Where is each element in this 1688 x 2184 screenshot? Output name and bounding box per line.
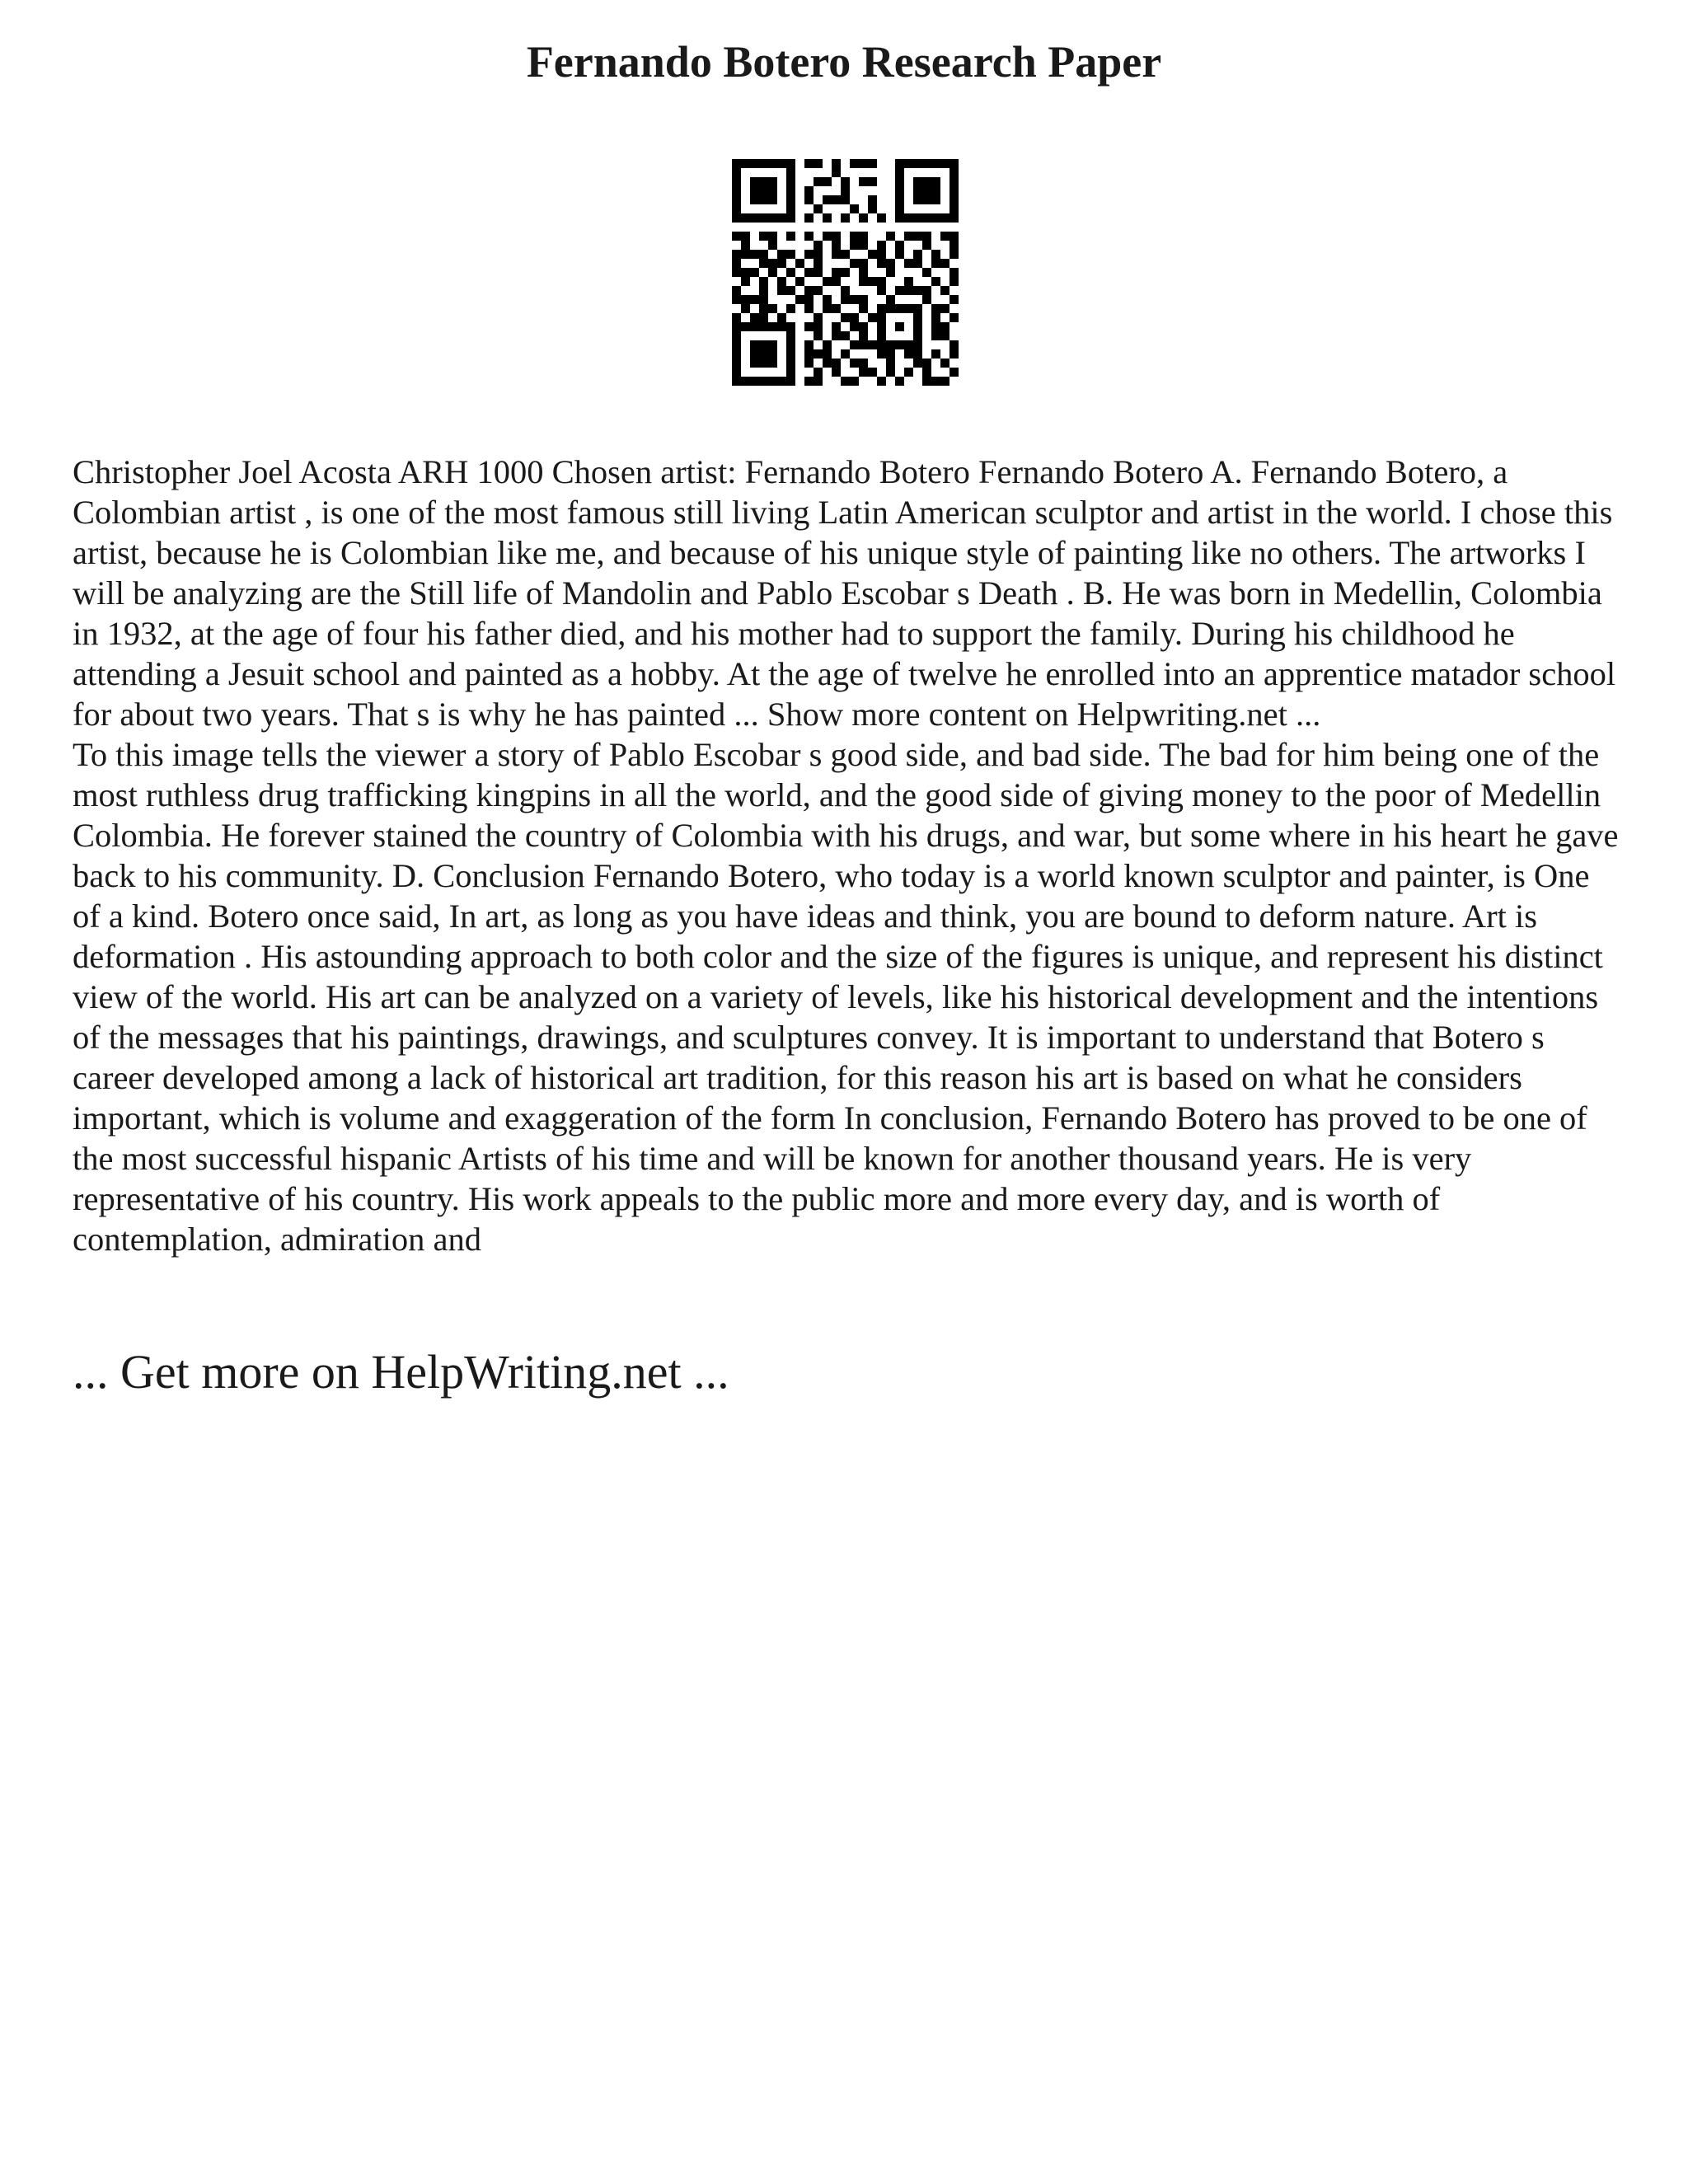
qr-code-icon (732, 159, 959, 386)
paragraph-2: To this image tells the viewer a story of Pablo Escobar s good side, and bad side. The bad for him being one of the most ruthless drug trafficking kingpins in all the world, and the good side of giving money to the poor of Medellin Colombia. He forever stained the country of Colombia with his drugs, and war, but some where in his heart he gave back to his community. D. Conclusion Fernando Botero, who today is a world known sculptor and painter, is One of a kind. Botero once said, In art, as long as you have ideas and think, you are bound to deform nature. Art is deformation . His astounding approach to both color and the size of the figures is unique, and represent his distinct view of the world. His art can be analyzed on a variety of levels, like his historical development and the intentions of the messages that his paintings, drawings, and sculptures convey. It is important to understand that Botero s career developed among a lack of historical art tradition, for this reason his art is based on what he considers important, which is volume and exaggeration of the form In conclusion, Fernando Botero has proved to be one of the most successful hispanic Artists of his time and will be known for another thousand years. He is very representative of his country. His work appeals to the public more and more every day, and is worth of contemplation, admiration and (73, 736, 1619, 1258)
paragraph-1: Christopher Joel Acosta ARH 1000 Chosen artist: Fernando Botero Fernando Botero A. Fernando Botero, a Colombian artist , is one of the most famous still living Latin American sculptor and artist in the world. I chose this artist, because he is Colombian like me, and because of his unique style of painting like no others. The artworks I will be analyzing are the Still life of Mandolin and Pablo Escobar s Death . B. He was born in Medellin, Colombia in 1932, at the age of four his father died, and his mother had to support the family. During his childhood he attending a Jesuit school and painted as a hobby. At the age of twelve he enrolled into an apprentice matador school for about two years. That s is why he has painted ... Show more content on Helpwriting.net ... (73, 453, 1616, 733)
article-body (73, 452, 1622, 1259)
get-more-link[interactable]: ... Get more on HelpWriting.net ... (73, 1345, 729, 1399)
page-title: Fernando Botero Research Paper (526, 37, 1162, 87)
